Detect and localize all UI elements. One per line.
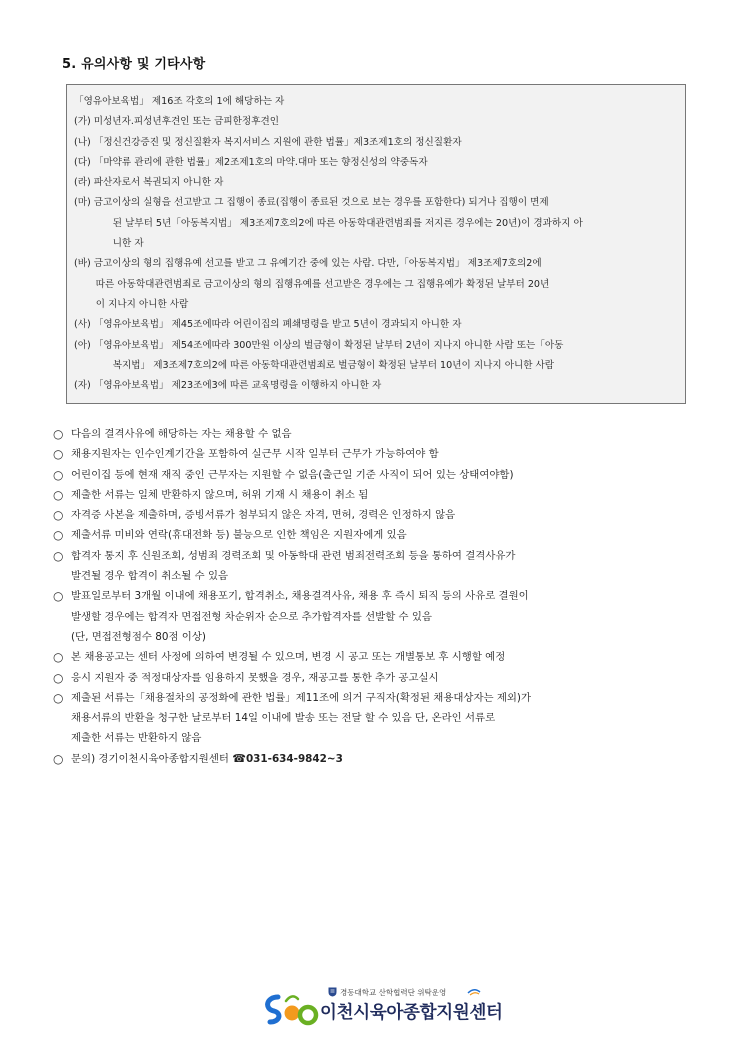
disqualification-item [74, 153, 679, 173]
note-item [53, 546, 693, 587]
swoosh-icon [467, 987, 481, 996]
university-emblem-icon [328, 987, 337, 997]
note-item [53, 444, 693, 464]
telephone-icon: ☎ [232, 751, 246, 765]
note-item [53, 586, 693, 647]
item-line: 금고이상의 실형을 선고받고 그 집행이 종료(집행이 종료된 것으로 보는 경우를 포함한다) 되거나 집행이 면제 [93, 197, 549, 209]
contact-label: 문의) 경기이천시육아종합지원센터 [71, 752, 229, 765]
note-line: 어린이집 등에 현재 재직 중인 근무자는 지원할 수 없음(출근일 기준 사직이 되어 있는 상태여야함) [71, 468, 514, 481]
note-item [53, 465, 693, 485]
note-line: 합격자 통지 후 신원조회, 성범죄 경력조회 및 아동학대 관련 범죄전력조회 등을 통하여 결격사유가 [71, 549, 516, 562]
disqualification-item [74, 133, 679, 153]
contact-note [53, 749, 693, 769]
note-line: 자격증 사본을 제출하며, 증빙서류가 첨부되지 않은 자격, 면허, 경력은 인정하지 않음 [71, 509, 456, 522]
bullet-icon: ○ [53, 508, 64, 523]
bullet-icon: ○ [53, 528, 64, 543]
center-name: 이천시육아종합지원센터 [320, 1003, 503, 1023]
bullet-icon: ○ [53, 467, 64, 482]
bullet-icon: ○ [53, 447, 64, 462]
bullet-icon: ○ [53, 548, 64, 563]
item-marker: (자) [74, 380, 91, 392]
note-line: 제출서류 미비와 연락(휴대전화 등) 불능으로 인한 책임은 지원자에게 있음 [71, 529, 407, 542]
bullet-icon: ○ [53, 427, 64, 441]
item-line: 복지법」 제3조제7호의2에 따른 아동학대관련범죄로 벌금형이 확정된 날부터 10년이 지나지 아니한 사람 [112, 359, 555, 371]
item-marker: (라) [74, 177, 91, 189]
note-line: 제출된 서류는「채용절차의 공정화에 관한 법률」제11조에 의거 구직자(확정된 채용대상자는 제외)가 [71, 691, 531, 704]
item-line: 「정신건강증진 및 정신질환자 복지서비스 지원에 관한 법률」제3조제1호의 정신질환자 [93, 136, 462, 148]
bullet-icon: ○ [53, 589, 64, 604]
item-line: 「마약류 관리에 관한 법률」제2조제1호의 마약.대마 또는 향정신성의 약중독자 [93, 156, 428, 168]
operator-text: 경동대학교 산학협력단 위탁운영 [340, 988, 447, 997]
section-heading: 5. 유의사항 및 기타사항 [62, 57, 206, 72]
note-line: 응시 지원자 중 적정대상자를 임용하지 못했을 경우, 재공고를 통한 추가 공고실시 [71, 671, 439, 684]
item-line: 니한 자 [112, 238, 144, 250]
item-line: 이 지나지 아니한 사람 [95, 298, 189, 310]
disqualification-intro: 「영유아보육법」 제16조 각호의 1에 해당하는 자 [74, 96, 285, 107]
item-line: 따른 아동학대관련범죄로 금고이상의 형의 집행유예를 선고받은 경우에는 그 집행유예가 확정된 날부터 20년 [95, 278, 550, 290]
note-line: 발표일로부터 3개월 이내에 채용포기, 합격취소, 채용결격사유, 채용 후 즉시 퇴직 등의 사유로 결원이 [71, 590, 529, 603]
note-line: 발생할 경우에는 합격자 면접전형 차순위자 순으로 추가합격자를 선발할 수 있음 [71, 610, 432, 623]
item-line: 금고이상의 형의 집행유예 선고를 받고 그 유예기간 중에 있는 사람. 다만,「아동복지법」 제3조제7호의2에 [93, 258, 542, 270]
note-line: 본 채용공고는 센터 사정에 의하여 변경될 수 있으며, 변경 시 공고 또는 개별통보 후 시행할 예정 [71, 651, 506, 664]
note-item [53, 647, 693, 667]
note-item [53, 525, 693, 545]
item-marker: (다) [74, 156, 91, 168]
item-marker: (바) [74, 258, 91, 270]
disqualification-item [74, 112, 679, 132]
contact-phone: 031-634-9842~3 [245, 752, 343, 765]
bullet-icon: ○ [53, 751, 64, 766]
disqualification-list [74, 112, 679, 396]
disqualification-item [74, 254, 679, 315]
item-line: 미성년자.피성년후견인 또는 금피한정후견인 [93, 116, 279, 128]
note-item [53, 505, 693, 525]
item-marker: (마) [74, 197, 91, 209]
note-item [53, 485, 693, 505]
item-line: 된 날부터 5년「아동복지법」 제3조제7호의2에 따른 아동학대관련범죄를 저지른 경우에는 20년)이 경과하지 아 [112, 217, 583, 229]
disqualification-item [74, 193, 679, 254]
item-line: 「영유아보육법」 제54조에따라 300만원 이상의 벌금형이 확정된 날부터 2년이 지나지 아니한 사람 또는「아동 [93, 339, 564, 351]
note-item [53, 668, 693, 688]
disqualification-item [74, 336, 679, 377]
item-marker: (아) [74, 339, 91, 351]
bullet-icon: ○ [53, 650, 64, 665]
item-marker: (사) [74, 319, 91, 331]
note-line: 발견될 경우 합격이 취소될 수 있음 [71, 570, 229, 583]
center-logo-icon [262, 989, 320, 1027]
footer-logo [262, 983, 502, 1027]
item-line: 「영유아보육법」 제23조에3에 따른 교육명령을 이행하지 아니한 자 [93, 380, 382, 392]
item-marker: (가) [74, 116, 91, 128]
item-line: 파산자로서 복권되지 아니한 자 [93, 177, 224, 189]
note-line: 다음의 결격사유에 해당하는 자는 채용할 수 없음 [71, 428, 292, 440]
disqualification-item [74, 173, 679, 193]
note-line: 채용서류의 반환을 청구한 날로부터 14일 이내에 발송 또는 전달 할 수 있음 단, 온라인 서류로 [71, 712, 496, 725]
note-line: 제출한 서류는 일체 반환하지 않으며, 허위 기재 시 채용이 취소 됨 [71, 488, 369, 501]
item-marker: (나) [74, 136, 91, 148]
note-line: (단, 면접전형점수 80점 이상) [71, 630, 206, 643]
notes-list [53, 424, 693, 769]
disqualification-item [74, 376, 679, 396]
disqualification-item [74, 315, 679, 335]
note-item [53, 688, 693, 749]
bullet-icon: ○ [53, 670, 64, 685]
note-line: 채용지원자는 인수인계기간을 포함하여 실근무 시작 일부터 근무가 가능하여야 함 [71, 448, 439, 461]
bullet-icon: ○ [53, 487, 64, 502]
bullet-icon: ○ [53, 690, 64, 705]
disqualification-box [66, 84, 686, 404]
note-line: 제출한 서류는 반환하지 않음 [71, 732, 202, 745]
note-item [53, 424, 693, 444]
item-line: 「영유아보육법」 제45조에따라 어린이집의 폐쇄명령을 받고 5년이 경과되지 아니한 자 [93, 319, 462, 331]
